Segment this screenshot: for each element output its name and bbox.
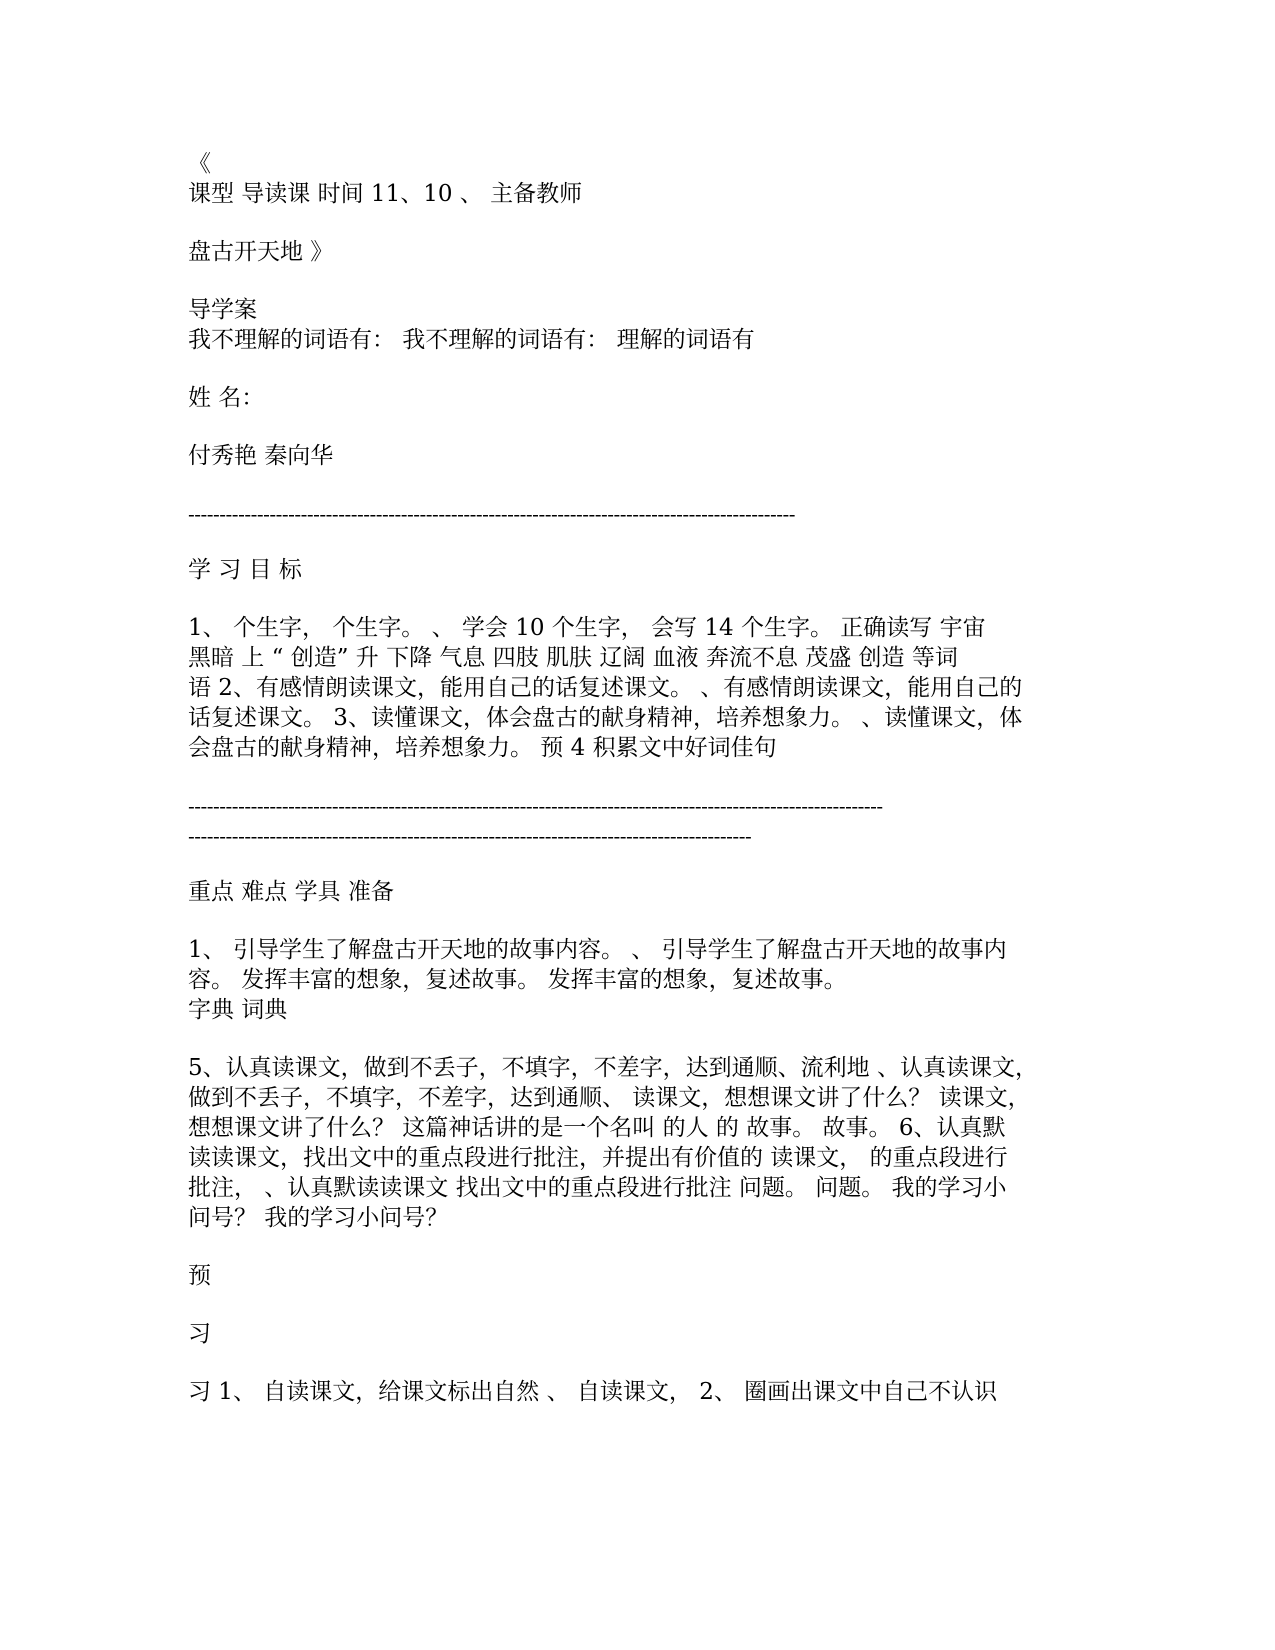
goals-paragraph-line: 会盘古的献身精神，培养想象力。 预 4 积累文中好词佳句 (188, 735, 777, 761)
preview-paragraph-line: 批注， 、认真默读读课文 找出文中的重点段进行批注 问题。 问题。 我的学习小 (188, 1175, 1007, 1201)
divider: ------------------------------------------------------------------------------------------------- (188, 502, 796, 526)
goals-paragraph-line: 1、 个生字， 个生字。 、 学会 10 个生字， 会写 14 个生字。 正确读写 宇宙 (188, 615, 986, 641)
section-heading-goals: 学 习 目 标 (188, 557, 302, 583)
goals-paragraph-line: 语 2、有感情朗读课文，能用自己的话复述课文。 、有感情朗读课文，能用自己的 (188, 675, 1023, 701)
lesson-info-line: 课型 导读课 时间 11、10 、 主备教师 (188, 181, 583, 207)
side-label-char: 预 (188, 1263, 211, 1289)
teacher-names: 付秀艳 秦向华 (188, 443, 334, 469)
focus-paragraph-line: 容。 发挥丰富的想象，复述故事。 发挥丰富的想象，复述故事。 (188, 967, 847, 993)
preview-paragraph-line: 做到不丢子，不填字，不差字，达到通顺、 读课文，想想课文讲了什么？ 读课文， (188, 1085, 1031, 1111)
exercise-line: 习 1、 自读课文，给课文标出自然 、 自读课文， 2、 圈画出课文中自己不认识 (188, 1379, 998, 1405)
tools-line: 字典 词典 (188, 997, 288, 1023)
doc-type-heading: 导学案 (188, 297, 257, 323)
side-label-char: 习 (188, 1321, 211, 1347)
preview-paragraph-line: 5、认真读课文，做到不丢子，不填字，不差字，达到通顺、流利地 、认真读课文， (188, 1055, 1038, 1081)
vocabulary-prompt: 我不理解的词语有： 我不理解的词语有： 理解的词语有 (188, 327, 755, 353)
name-label: 姓 名： (188, 385, 265, 411)
goals-paragraph-line: 黑暗 上 “ 创造” 升 下降 气息 四肢 肌肤 辽阔 血液 奔流不息 茂盛 创造 等词 (188, 645, 958, 671)
section-heading-focus: 重点 难点 学具 准备 (188, 879, 394, 905)
preview-paragraph-line: 读读课文，找出文中的重点段进行批注，并提出有价值的 读课文， 的重点段进行 (188, 1145, 1008, 1171)
goals-paragraph-line: 话复述课文。 3、读懂课文，体会盘古的献身精神，培养想象力。 、读懂课文，体 (188, 705, 1023, 731)
title-bracket-open: 《 (188, 151, 211, 177)
preview-paragraph-line: 想想课文讲了什么？ 这篇神话讲的是一个名叫 的人 的 故事。 故事。 6、认真默 (188, 1115, 1006, 1141)
focus-paragraph-line: 1、 引导学生了解盘古开天地的故事内容。 、 引导学生了解盘古开天地的故事内 (188, 937, 1007, 963)
divider: --------------------------------------------------------------------------------------------------------------- (188, 794, 883, 818)
preview-paragraph-line: 问号？ 我的学习小问号？ (188, 1205, 449, 1231)
lesson-title: 盘古开天地 》 (188, 239, 334, 265)
divider: ------------------------------------------------------------------------------------------ (188, 824, 752, 848)
